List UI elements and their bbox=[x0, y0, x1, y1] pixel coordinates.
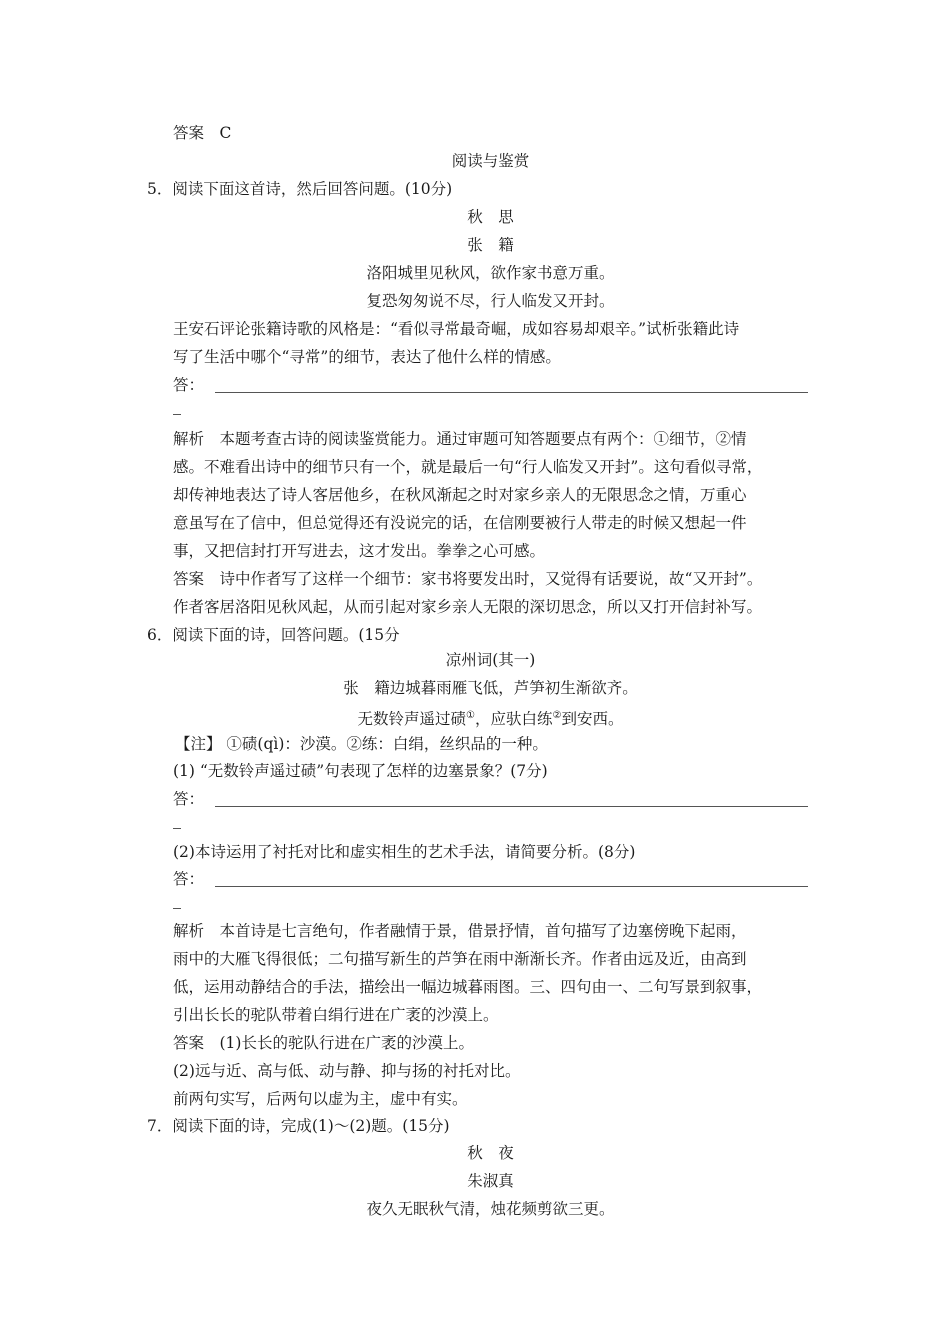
q6-answer-label-1: 答： bbox=[173, 790, 205, 808]
q5-answer-label: 答： bbox=[173, 376, 205, 394]
q6-answer-line-1: 答案 (1)长长的驼队行进在广袤的沙漠上。 bbox=[173, 1034, 474, 1052]
answer-underline bbox=[215, 886, 808, 887]
answer-underline-tail bbox=[173, 828, 181, 829]
q7-poem-line-1: 夜久无眠秋气清，烛花频剪欲三更。 bbox=[366, 1200, 615, 1218]
q6-answer-line-2: (2)远与近、高与低、动与静、抑与扬的衬托对比。 bbox=[173, 1062, 521, 1080]
q5-answer-line-2: 作者客居洛阳见秋风起，从而引起对家乡亲人无限的深切思念，所以又打开信封补写。 bbox=[173, 598, 763, 616]
q6-analysis-line-1: 解析 本首诗是七言绝句，作者融情于景，借景抒情，首句描写了边塞傍晚下起雨， bbox=[173, 922, 747, 940]
section-title: 阅读与鉴赏 bbox=[451, 152, 530, 170]
q6-answer-line-3: 前两句实写，后两句以虚为主，虚中有实。 bbox=[173, 1090, 468, 1108]
q7-poem-title: 秋 夜 bbox=[467, 1144, 514, 1162]
q5-analysis-line-3: 却传神地表达了诗人客居他乡，在秋风渐起之时对家乡亲人的无限思念之情，万重心 bbox=[173, 486, 747, 504]
q5-poem-author: 张 籍 bbox=[467, 236, 514, 254]
q6-poem-line-1: 张 籍边城暮雨雁飞低，芦笋初生渐欲齐。 bbox=[343, 679, 638, 697]
q6-poem-line-2-part-a: 无数铃声遥过碛 bbox=[357, 710, 467, 729]
q6-poem-line-2-part-c: 到安西。 bbox=[561, 710, 624, 729]
q5-poem-line-2: 复恐匆匆说不尽，行人临发又开封。 bbox=[366, 292, 615, 310]
q5-poem-title: 秋 思 bbox=[467, 208, 514, 226]
q6-analysis-line-2: 雨中的大雁飞得很低；二句描写新生的芦笋在雨中渐渐长齐。作者由远及近，由高到 bbox=[173, 950, 747, 968]
footnote-marker-1: ① bbox=[466, 710, 475, 721]
q6-answer-label-2: 答： bbox=[173, 870, 205, 888]
q5-question-line-1: 王安石评论张籍诗歌的风格是：“看似寻常最奇崛，成如容易却艰辛。”试析张籍此诗 bbox=[173, 320, 740, 338]
q5-answer-line-1: 答案 诗中作者写了这样一个细节：家书将要发出时，又觉得有话要说，故“又开封”。 bbox=[173, 570, 763, 588]
q6-sub-question-2: (2)本诗运用了衬托对比和虚实相生的艺术手法，请简要分析。(8分) bbox=[173, 843, 636, 861]
q7-prompt: 7．阅读下面的诗，完成(1)～(2)题。(15分) bbox=[147, 1117, 450, 1135]
q6-answer-blank-2[interactable] bbox=[173, 868, 808, 890]
q6-poem-title: 凉州词(其一) bbox=[445, 651, 536, 669]
q5-analysis-line-4: 意虽写在了信中，但总觉得还有没说完的话，在信刚要被行人带走的时候又想起一件 bbox=[173, 514, 747, 532]
answer-underline bbox=[215, 392, 808, 393]
q6-answer-blank-1[interactable] bbox=[173, 788, 808, 810]
answer-underline bbox=[215, 806, 808, 807]
answer-underline-tail bbox=[173, 414, 181, 415]
q7-poem-author: 朱淑真 bbox=[467, 1172, 514, 1190]
q5-analysis-line-1: 解析 本题考查古诗的阅读鉴赏能力。通过审题可知答题要点有两个：①细节，②情 bbox=[173, 430, 747, 448]
q6-note: 【注】 ①碛(qì)：沙漠。②练：白绢，丝织品的一种。 bbox=[175, 735, 548, 753]
q5-answer-blank[interactable] bbox=[173, 374, 808, 396]
q4-answer: 答案 C bbox=[173, 124, 232, 142]
footnote-marker-2: ② bbox=[552, 710, 562, 721]
q5-poem-line-1: 洛阳城里见秋风，欲作家书意万重。 bbox=[366, 264, 615, 282]
q5-prompt: 5．阅读下面这首诗，然后回答问题。(10分) bbox=[147, 180, 453, 198]
q6-analysis-line-4: 引出长长的驼队带着白绢行进在广袤的沙漠上。 bbox=[173, 1006, 499, 1024]
q6-poem-line-2-part-b: ，应驮白练 bbox=[474, 710, 553, 729]
q6-poem-line-2 bbox=[173, 705, 808, 730]
q5-analysis-line-2: 感。不难看出诗中的细节只有一个，就是最后一句“行人临发又开封”。这句看似寻常， bbox=[173, 458, 763, 476]
q6-prompt: 6．阅读下面的诗，回答问题。(15分 bbox=[147, 626, 400, 644]
q6-analysis-line-3: 低，运用动静结合的手法，描绘出一幅边城暮雨图。三、四句由一、二句写景到叙事， bbox=[173, 978, 763, 996]
q5-question-line-2: 写了生活中哪个“寻常”的细节，表达了他什么样的情感。 bbox=[173, 348, 561, 366]
q6-sub-question-1: (1) “无数铃声遥过碛”句表现了怎样的边塞景象？(7分) bbox=[173, 762, 548, 780]
q5-analysis-line-5: 事，又把信封打开写进去，这才发出。拳拳之心可感。 bbox=[173, 542, 546, 560]
answer-underline-tail bbox=[173, 908, 181, 909]
